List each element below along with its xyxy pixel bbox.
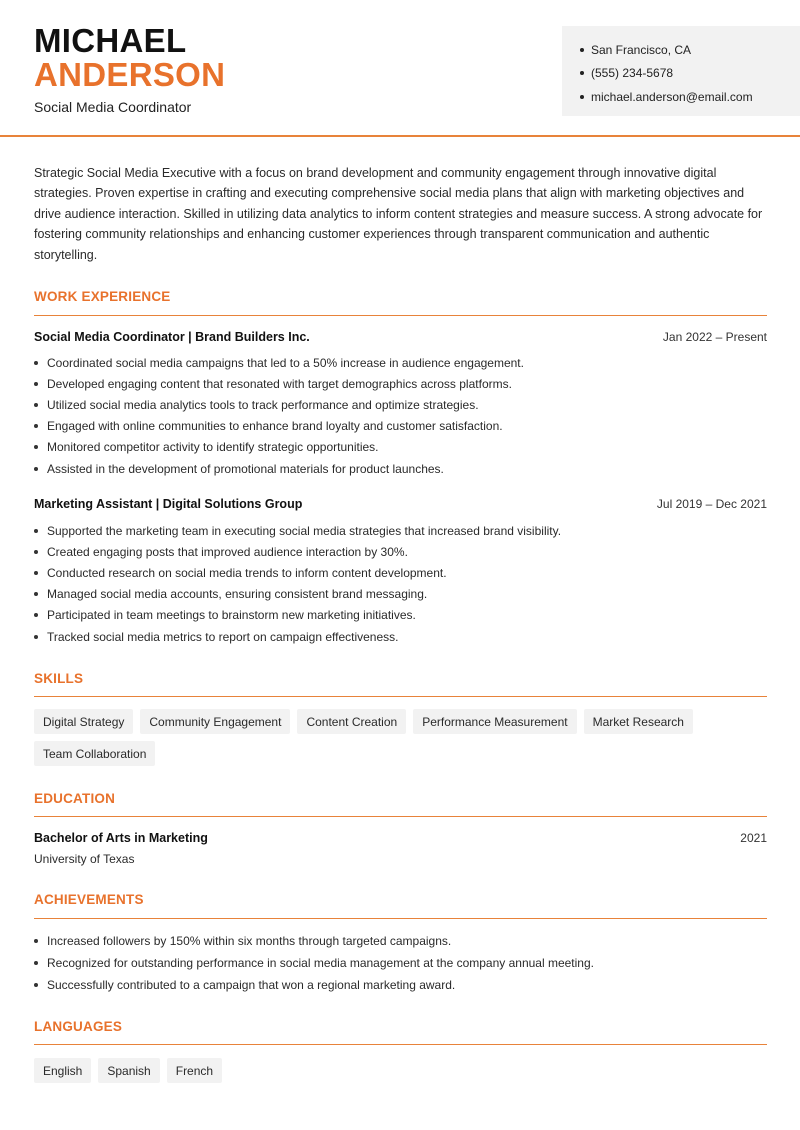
skill-tag: Content Creation bbox=[297, 709, 406, 734]
bullet-icon bbox=[34, 424, 38, 428]
list-item bbox=[34, 584, 767, 605]
last-name: ANDERSON bbox=[34, 56, 226, 93]
skill-tag: Market Research bbox=[584, 709, 693, 734]
bullet-icon bbox=[34, 467, 38, 471]
bullet-icon bbox=[34, 571, 38, 575]
section-divider bbox=[34, 816, 767, 817]
section-title-skills: SKILLS bbox=[34, 671, 84, 686]
bullet-text: Monitored competitor activity to identify strategic opportunities. bbox=[47, 440, 379, 455]
degree: Bachelor of Arts in Marketing bbox=[34, 831, 208, 845]
bullet-icon bbox=[34, 961, 38, 965]
job-bullets bbox=[34, 352, 767, 479]
bullet-icon bbox=[34, 550, 38, 554]
list-item bbox=[34, 416, 767, 437]
achievement-text: Successfully contributed to a campaign that won a regional marketing award. bbox=[47, 978, 456, 992]
section-divider bbox=[34, 315, 767, 316]
skill-tag: Community Engagement bbox=[140, 709, 290, 734]
bullet-text: Conducted research on social media trends to inform content development. bbox=[47, 565, 447, 580]
bullet-icon bbox=[34, 445, 38, 449]
section-divider bbox=[34, 918, 767, 919]
bullet-icon bbox=[580, 95, 584, 99]
section-divider bbox=[34, 696, 767, 697]
contact-email bbox=[580, 85, 800, 109]
list-item bbox=[34, 930, 767, 952]
section-title-work: WORK EXPERIENCE bbox=[34, 289, 171, 304]
bullet-icon bbox=[34, 403, 38, 407]
list-item bbox=[34, 437, 767, 458]
achievements-list bbox=[34, 930, 767, 996]
bullet-icon bbox=[34, 613, 38, 617]
job-title: Social Media Coordinator bbox=[34, 99, 192, 115]
resume-header bbox=[0, 0, 800, 137]
list-item bbox=[34, 458, 767, 479]
job-role: Social Media Coordinator | Brand Builders Inc. bbox=[34, 330, 310, 344]
first-name: MICHAEL bbox=[34, 22, 187, 59]
skill-tag: Digital Strategy bbox=[34, 709, 133, 734]
bullet-icon bbox=[34, 939, 38, 943]
bullet-text: Tracked social media metrics to report on campaign effectiveness. bbox=[47, 629, 399, 644]
phone-text: (555) 234-5678 bbox=[591, 66, 674, 81]
job-dates: Jan 2022 – Present bbox=[662, 330, 767, 344]
bullet-text: Participated in team meetings to brainstorm new marketing initiatives. bbox=[47, 608, 416, 623]
bullet-icon bbox=[580, 71, 584, 75]
list-item bbox=[34, 605, 767, 626]
job-header bbox=[34, 497, 767, 511]
bullet-text: Developed engaging content that resonated with target demographics across platforms. bbox=[47, 376, 512, 391]
language-tag: French bbox=[167, 1058, 222, 1083]
contact-phone bbox=[580, 62, 800, 86]
language-tag: English bbox=[34, 1058, 91, 1083]
bullet-text: Assisted in the development of promotional materials for product launches. bbox=[47, 461, 444, 476]
bullet-icon bbox=[34, 529, 38, 533]
section-title-languages: LANGUAGES bbox=[34, 1019, 123, 1034]
bullet-text: Utilized social media analytics tools to track performance and optimize strategies. bbox=[47, 397, 479, 412]
location-text: San Francisco, CA bbox=[591, 42, 692, 57]
bullet-text: Managed social media accounts, ensuring consistent brand messaging. bbox=[47, 587, 428, 602]
school-name: University of Texas bbox=[34, 852, 135, 866]
skills-list bbox=[34, 709, 767, 766]
list-item bbox=[34, 394, 767, 415]
bullet-icon bbox=[580, 48, 584, 52]
summary-paragraph: Strategic Social Media Executive with a focus on brand development and community engagement through innovative digital strategies. Proven expertise in crafting and executing comprehensive social media plans that align with marketing objectives and drive audience interaction. Skilled in utilizing data analytics to inform content strategies and measure success. A strong advocate for fostering community relationships and enhancing customer experiences through transparent communication and authentic storytelling. bbox=[34, 166, 763, 262]
job-dates: Jul 2019 – Dec 2021 bbox=[656, 497, 767, 511]
education-header bbox=[34, 831, 767, 845]
section-divider bbox=[34, 1044, 767, 1045]
skill-tag: Team Collaboration bbox=[34, 741, 155, 766]
graduation-year: 2021 bbox=[740, 831, 767, 845]
list-item bbox=[34, 520, 767, 541]
bullet-text: Created engaging posts that improved audience interaction by 30%. bbox=[47, 544, 408, 559]
contact-location bbox=[580, 38, 800, 62]
bullet-icon bbox=[34, 361, 38, 365]
section-title-achievements: ACHIEVEMENTS bbox=[34, 892, 144, 907]
languages-list bbox=[34, 1058, 767, 1083]
bullet-text: Engaged with online communities to enhance brand loyalty and customer satisfaction. bbox=[47, 419, 503, 434]
bullet-text: Coordinated social media campaigns that led to a 50% increase in audience engagement. bbox=[47, 355, 524, 370]
skill-tag: Performance Measurement bbox=[413, 709, 576, 734]
bullet-text: Supported the marketing team in executing social media strategies that increased brand visibility. bbox=[47, 523, 562, 538]
bullet-icon bbox=[34, 983, 38, 987]
bullet-icon bbox=[34, 635, 38, 639]
list-item bbox=[34, 373, 767, 394]
section-title-education: EDUCATION bbox=[34, 791, 116, 806]
achievement-text: Increased followers by 150% within six months through targeted campaigns. bbox=[47, 934, 452, 948]
contact-box bbox=[562, 26, 800, 116]
language-tag: Spanish bbox=[98, 1058, 159, 1083]
job-header bbox=[34, 330, 767, 344]
list-item bbox=[34, 541, 767, 562]
list-item bbox=[34, 352, 767, 373]
achievement-text: Recognized for outstanding performance in social media management at the company annual meeting. bbox=[47, 956, 594, 970]
email-text: michael.anderson@email.com bbox=[591, 89, 753, 104]
list-item bbox=[34, 626, 767, 647]
bullet-icon bbox=[34, 382, 38, 386]
job-bullets bbox=[34, 520, 767, 647]
list-item bbox=[34, 952, 767, 974]
bullet-icon bbox=[34, 592, 38, 596]
list-item bbox=[34, 562, 767, 583]
job-role: Marketing Assistant | Digital Solutions Group bbox=[34, 497, 303, 511]
list-item bbox=[34, 974, 767, 996]
